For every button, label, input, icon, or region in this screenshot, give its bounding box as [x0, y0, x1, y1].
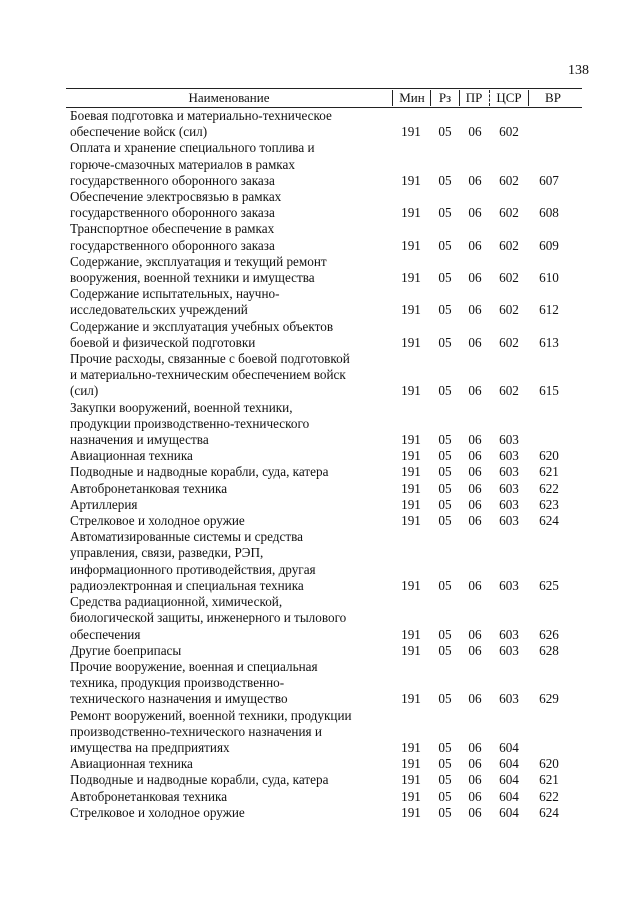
code-pr: 06: [468, 513, 482, 529]
column-divider: [392, 90, 393, 106]
code-csr: 604: [499, 739, 519, 755]
row-name-line: Стрелковое и холодное оружие: [70, 804, 245, 820]
code-csr: 602: [499, 205, 519, 221]
code-min: 191: [401, 577, 421, 593]
table-row: [0, 400, 640, 449]
code-vr: 609: [539, 237, 559, 253]
row-codes: [0, 205, 640, 221]
code-csr: 602: [499, 124, 519, 140]
row-name-line: Средства радиационной, химической,: [70, 594, 283, 610]
row-name-line: Прочие расходы, связанные с боевой подготовкой: [70, 351, 350, 367]
code-rz: 05: [438, 642, 452, 658]
column-divider: [459, 90, 460, 106]
code-rz: 05: [438, 496, 452, 512]
code-csr: 602: [499, 302, 519, 318]
row-name-line: Оплата и хранение специального топлива и: [70, 140, 315, 156]
code-min: 191: [401, 642, 421, 658]
row-codes: [0, 270, 640, 286]
code-vr: 626: [539, 626, 559, 642]
row-codes: [0, 335, 640, 351]
code-pr: 06: [468, 270, 482, 286]
code-pr: 06: [468, 432, 482, 448]
row-codes: [0, 643, 640, 659]
code-csr: 603: [499, 626, 519, 642]
code-vr: 622: [539, 480, 559, 496]
code-pr: 06: [468, 642, 482, 658]
code-vr: 622: [539, 788, 559, 804]
row-codes: [0, 513, 640, 529]
code-csr: 604: [499, 756, 519, 772]
row-codes: [0, 238, 640, 254]
row-codes: [0, 497, 640, 513]
table-row: [0, 529, 640, 594]
code-vr: 628: [539, 642, 559, 658]
row-name-line: (сил): [70, 383, 99, 399]
code-rz: 05: [438, 756, 452, 772]
code-vr: 621: [539, 464, 559, 480]
code-pr: 06: [468, 383, 482, 399]
code-rz: 05: [438, 205, 452, 221]
code-rz: 05: [438, 480, 452, 496]
row-name-line: Другие боеприпасы: [70, 642, 182, 658]
row-name-line: и материально-техническим обеспечением войск: [70, 367, 346, 383]
row-name-line: Ремонт вооружений, военной техники, продукции: [70, 707, 352, 723]
row-name-line: управления, связи, разведки, РЭП,: [70, 545, 264, 561]
row-name-line: Авиационная техника: [70, 756, 193, 772]
table-row: [0, 464, 640, 480]
table-body: [0, 108, 640, 821]
code-rz: 05: [438, 270, 452, 286]
code-rz: 05: [438, 772, 452, 788]
table-row: [0, 189, 640, 221]
row-codes: [0, 691, 640, 707]
table-row: [0, 351, 640, 400]
row-name-line: Содержание, эксплуатация и текущий ремонт: [70, 253, 327, 269]
code-csr: 602: [499, 270, 519, 286]
row-name-line: Закупки вооружений, военной техники,: [70, 399, 293, 415]
code-rz: 05: [438, 788, 452, 804]
table-row: [0, 497, 640, 513]
code-vr: 623: [539, 496, 559, 512]
table-row: [0, 448, 640, 464]
row-codes: [0, 627, 640, 643]
row-codes: [0, 448, 640, 464]
code-min: 191: [401, 302, 421, 318]
row-name-line: Содержание и эксплуатация учебных объектов: [70, 318, 334, 334]
code-min: 191: [401, 124, 421, 140]
code-min: 191: [401, 804, 421, 820]
code-min: 191: [401, 172, 421, 188]
code-vr: 615: [539, 383, 559, 399]
code-rz: 05: [438, 626, 452, 642]
row-codes: [0, 740, 640, 756]
table-row: [0, 659, 640, 708]
table-row: [0, 513, 640, 529]
row-name-line: Боевая подготовка и материально-техническое: [70, 108, 332, 123]
row-codes: [0, 124, 640, 140]
code-min: 191: [401, 691, 421, 707]
row-name-line: Артиллерия: [70, 496, 138, 512]
code-csr: 603: [499, 577, 519, 593]
row-codes: [0, 789, 640, 805]
row-name-line: биологической защиты, инженерного и тылового: [70, 610, 347, 626]
code-rz: 05: [438, 804, 452, 820]
code-min: 191: [401, 756, 421, 772]
table-row: [0, 108, 640, 140]
row-name-line: горюче-смазочных материалов в рамках: [70, 156, 295, 172]
code-rz: 05: [438, 237, 452, 253]
column-header-min: Мин: [399, 90, 425, 105]
row-name-line: исследовательских учреждений: [70, 302, 248, 318]
row-name-line: боевой и физической подготовки: [70, 334, 256, 350]
code-rz: 05: [438, 124, 452, 140]
code-min: 191: [401, 496, 421, 512]
row-name-line: Авиационная техника: [70, 448, 193, 464]
code-min: 191: [401, 334, 421, 350]
code-csr: 603: [499, 642, 519, 658]
code-vr: 620: [539, 448, 559, 464]
table-header: [66, 88, 582, 108]
code-pr: 06: [468, 788, 482, 804]
row-codes: [0, 756, 640, 772]
code-pr: 06: [468, 480, 482, 496]
row-name-line: Подводные и надводные корабли, суда, катера: [70, 772, 329, 788]
code-pr: 06: [468, 302, 482, 318]
code-min: 191: [401, 513, 421, 529]
row-name-line: имущества на предприятиях: [70, 739, 230, 755]
table-row: [0, 286, 640, 318]
code-rz: 05: [438, 464, 452, 480]
row-name-line: назначения и имущества: [70, 432, 209, 448]
column-divider: [430, 90, 431, 106]
table-row: [0, 708, 640, 757]
column-header-name: Наименование: [188, 90, 270, 105]
table-row: [0, 254, 640, 286]
code-vr: 607: [539, 172, 559, 188]
code-min: 191: [401, 480, 421, 496]
table-row: [0, 805, 640, 821]
row-name-line: радиоэлектронная и специальная техника: [70, 577, 304, 593]
table-row: [0, 643, 640, 659]
row-name-line: Автоматизированные системы и средства: [70, 529, 304, 545]
code-csr: 603: [499, 480, 519, 496]
row-name-line: продукции производственно-технического: [70, 415, 310, 431]
code-csr: 602: [499, 383, 519, 399]
row-codes: [0, 432, 640, 448]
code-rz: 05: [438, 513, 452, 529]
code-rz: 05: [438, 691, 452, 707]
column-header-rz: Рз: [438, 90, 452, 105]
row-name-line: обеспечения: [70, 626, 141, 642]
code-csr: 603: [499, 496, 519, 512]
row-name-line: государственного оборонного заказа: [70, 172, 275, 188]
row-name-line: государственного оборонного заказа: [70, 205, 275, 221]
row-name-line: информационного противодействия, другая: [70, 561, 316, 577]
code-pr: 06: [468, 577, 482, 593]
code-min: 191: [401, 739, 421, 755]
code-min: 191: [401, 383, 421, 399]
code-pr: 06: [468, 124, 482, 140]
code-pr: 06: [468, 205, 482, 221]
code-pr: 06: [468, 496, 482, 512]
row-codes: [0, 383, 640, 399]
table-row: [0, 772, 640, 788]
column-divider: [489, 90, 490, 106]
row-name-line: Автобронетанковая техника: [70, 788, 228, 804]
code-min: 191: [401, 788, 421, 804]
code-csr: 603: [499, 691, 519, 707]
column-header-vr: ВР: [545, 90, 561, 105]
code-csr: 604: [499, 772, 519, 788]
row-name-line: вооружения, военной техники и имущества: [70, 270, 315, 286]
row-name-line: Прочие вооружение, военная и специальная: [70, 658, 318, 674]
code-csr: 602: [499, 237, 519, 253]
code-rz: 05: [438, 739, 452, 755]
code-vr: 620: [539, 756, 559, 772]
code-vr: 610: [539, 270, 559, 286]
code-csr: 604: [499, 788, 519, 804]
code-min: 191: [401, 270, 421, 286]
code-min: 191: [401, 626, 421, 642]
row-codes: [0, 173, 640, 189]
row-name-line: Автобронетанковая техника: [70, 480, 228, 496]
code-pr: 06: [468, 448, 482, 464]
code-csr: 604: [499, 804, 519, 820]
code-pr: 06: [468, 626, 482, 642]
code-csr: 603: [499, 448, 519, 464]
row-name-line: обеспечение войск (сил): [70, 124, 208, 140]
table-row: [0, 221, 640, 253]
table-row: [0, 594, 640, 643]
column-divider: [528, 90, 529, 106]
code-rz: 05: [438, 334, 452, 350]
code-pr: 06: [468, 804, 482, 820]
code-min: 191: [401, 464, 421, 480]
code-min: 191: [401, 205, 421, 221]
row-name-line: Содержание испытательных, научно-: [70, 286, 280, 302]
code-rz: 05: [438, 172, 452, 188]
code-min: 191: [401, 448, 421, 464]
code-csr: 602: [499, 172, 519, 188]
code-csr: 603: [499, 432, 519, 448]
row-name-line: государственного оборонного заказа: [70, 237, 275, 253]
code-pr: 06: [468, 334, 482, 350]
page-number: 138: [568, 63, 589, 78]
column-header-pr: ПР: [465, 90, 483, 105]
code-pr: 06: [468, 772, 482, 788]
code-pr: 06: [468, 172, 482, 188]
row-codes: [0, 772, 640, 788]
code-vr: 608: [539, 205, 559, 221]
code-pr: 06: [468, 691, 482, 707]
code-vr: 625: [539, 577, 559, 593]
code-vr: 629: [539, 691, 559, 707]
table-row: [0, 756, 640, 772]
code-rz: 05: [438, 577, 452, 593]
code-vr: 624: [539, 804, 559, 820]
code-rz: 05: [438, 302, 452, 318]
row-name-line: производственно-технического назначения и: [70, 723, 322, 739]
code-rz: 05: [438, 383, 452, 399]
row-codes: [0, 481, 640, 497]
table-row: [0, 319, 640, 351]
row-name-line: техника, продукция производственно-: [70, 675, 285, 691]
code-pr: 06: [468, 464, 482, 480]
code-rz: 05: [438, 448, 452, 464]
row-codes: [0, 464, 640, 480]
code-csr: 603: [499, 464, 519, 480]
row-name-line: технического назначения и имущество: [70, 691, 288, 707]
table-row: [0, 481, 640, 497]
code-rz: 05: [438, 432, 452, 448]
code-vr: 613: [539, 334, 559, 350]
code-vr: 621: [539, 772, 559, 788]
code-csr: 603: [499, 513, 519, 529]
code-csr: 602: [499, 334, 519, 350]
code-pr: 06: [468, 756, 482, 772]
row-codes: [0, 302, 640, 318]
row-codes: [0, 578, 640, 594]
code-min: 191: [401, 772, 421, 788]
code-min: 191: [401, 237, 421, 253]
row-name-line: Транспортное обеспечение в рамках: [70, 221, 275, 237]
table-row: [0, 789, 640, 805]
code-pr: 06: [468, 237, 482, 253]
code-min: 191: [401, 432, 421, 448]
row-name-line: Стрелковое и холодное оружие: [70, 513, 245, 529]
column-header-csr: ЦСР: [496, 90, 522, 105]
table-row: [0, 140, 640, 189]
row-name-line: Подводные и надводные корабли, суда, катера: [70, 464, 329, 480]
code-pr: 06: [468, 739, 482, 755]
code-vr: 612: [539, 302, 559, 318]
row-name-line: Обеспечение электросвязью в рамках: [70, 189, 282, 205]
row-codes: [0, 805, 640, 821]
code-vr: 624: [539, 513, 559, 529]
